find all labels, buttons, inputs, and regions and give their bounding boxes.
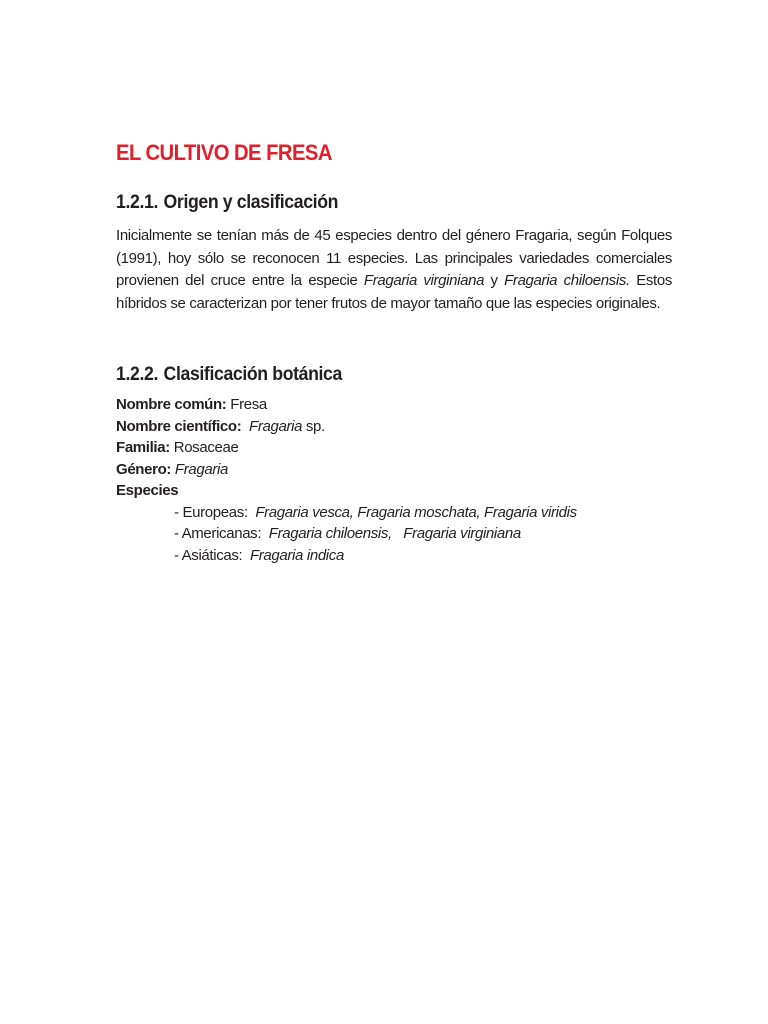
species-item-americanas [174,523,672,545]
species-names: Fragaria vesca, Fragaria moschata, Fragaria viridis [255,503,577,521]
field-value: Fragaria [249,417,303,435]
species-name: Fragaria chiloensis. [504,272,630,289]
species-item-europeas [174,502,672,524]
genus-row [116,459,672,481]
species-item-asiaticas [174,545,672,567]
botanical-classification [116,394,672,566]
section-title: Clasificación botánica [163,364,342,385]
species-list [116,502,672,567]
species-name: Fragaria virginiana [363,272,485,289]
origin-paragraph [116,225,672,315]
field-label: Nombre común: [116,396,227,413]
field-label: Género: [116,460,172,478]
species-region: - Europeas: [174,503,248,521]
section-number: 1.2.1. [116,192,158,213]
section-heading-origen [116,192,338,214]
field-value-suffix: sp. [302,417,325,435]
document-title: EL CULTIVO DE FRESA [116,140,332,165]
species-names: Fragaria indica [249,546,344,564]
paragraph-text: Estos híbridos se caracterizan por tener frutos de mayor tamaño que las especies originales. [116,272,672,312]
section-title: Origen y clasificación [163,192,339,213]
species-region: - Americanas: [174,525,262,542]
field-value: Rosaceae [169,439,239,456]
paragraph-text: Inicialmente se tenían más de 45 especies dentro del género Fragaria, según Folques (1991), hoy sólo se reconocen 11 especies. Las principales variedades comerciales provienen del cruce entre la especie [116,227,672,289]
paragraph-connector: y [484,272,505,289]
field-value: Fresa [226,396,267,413]
species-names: Fragaria chiloensis, Fragaria virginiana [268,525,521,542]
family-row [116,437,672,459]
field-label: Nombre científico: [116,417,242,435]
section-number: 1.2.2. [116,364,158,385]
species-region: - Asiáticas: [174,546,243,564]
species-label: Especies [116,482,179,499]
scientific-name-row [116,416,672,438]
common-name-row [116,394,672,416]
section-heading-clasificacion [116,364,342,386]
field-label: Familia: [116,439,170,456]
field-value: Fragaria [174,460,228,478]
